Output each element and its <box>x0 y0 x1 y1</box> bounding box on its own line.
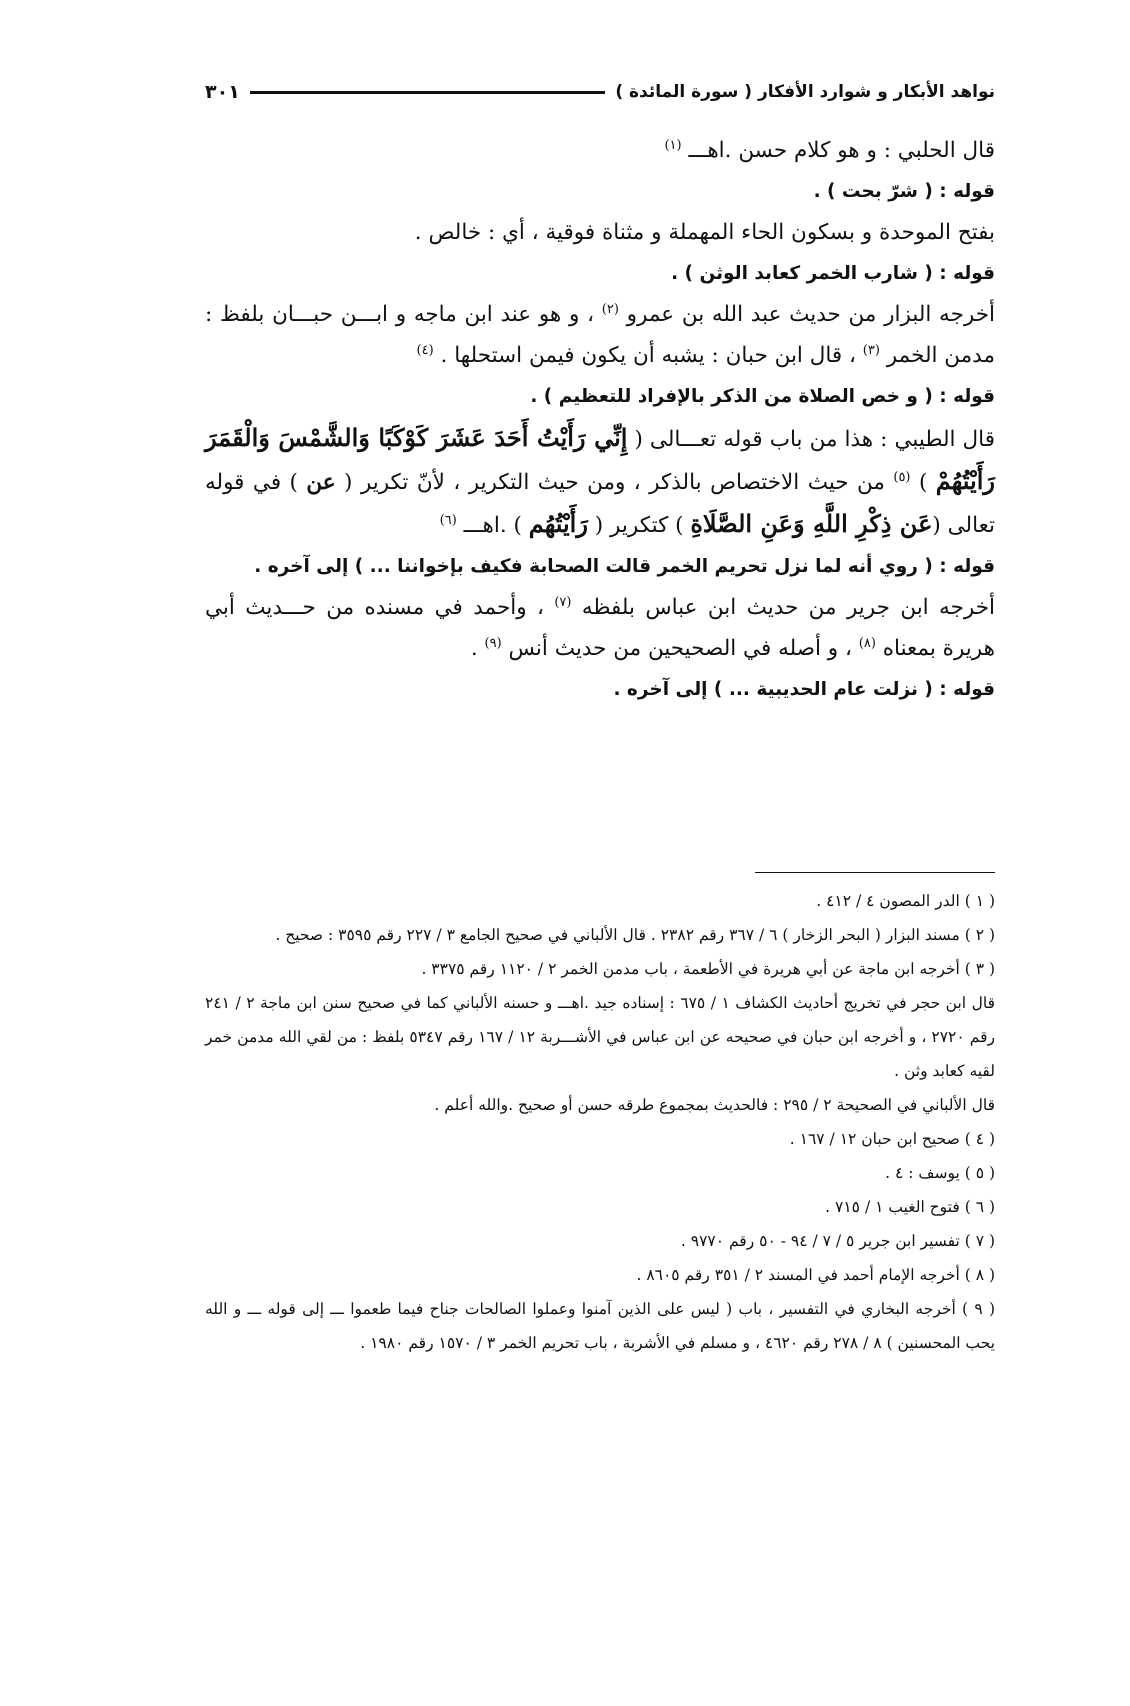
footnote-ref: (٧) <box>554 594 572 610</box>
paragraph: بفتح الموحدة و بسكون الحاء المهملة و مثناة فوقية ، أي : خالص . <box>414 220 995 245</box>
paragraph <box>205 294 995 376</box>
quran-verse: عَن ذِكْرِ اللَّهِ وَعَنِ الصَّلَاةِ <box>690 509 933 538</box>
footnotes <box>205 884 995 1360</box>
footnote: ( ٨ ) أخرجه الإمام أحمد في المسند ٢ / ٣٥١ رقم ٨٦٠٥ . <box>636 1266 995 1284</box>
section-heading: قوله : ( شارب الخمر كعابد الوثن ) . <box>671 263 995 284</box>
main-text <box>205 130 995 710</box>
footnote-ref: (٢) <box>601 301 619 317</box>
text-run: ) .اهـــ <box>456 513 529 538</box>
text-run: ) في قوله تعالى ( <box>205 470 995 538</box>
section-heading: قوله : ( روي أنه لما نزل تحريم الخمر قالت الصحابة فكيف بإخواننا ... ) إلى آخره . <box>254 556 995 577</box>
footnote: ( ٣ ) أخرجه ابن ماجة عن أبي هريرة في الأطعمة ، باب مدمن الخمر ٢ / ١١٢٠ رقم ٣٣٧٥ . <box>421 960 995 978</box>
text-run: ) <box>910 470 936 495</box>
footnote-ref: (١) <box>664 137 682 153</box>
footnote: قال ابن حجر في تخريج أحاديث الكشاف ١ / ٦٧٥ : إسناده جيد .اهـــ و حسنه الألباني كما في صحيح سنن ابن ماجة ٢ / ٢٤١ رقم ٢٧٢٠ ، و أخرجه ابن حبان في صحيحه عن ابن عباس في الأشـــربة ١٢ / ١٦٧ رقم ٥٣٤٧ بلفظ : من لقي الله مدمن خمر لقيه كعابد وثن . <box>205 994 995 1080</box>
section-heading: قوله : ( نزلت عام الحديبية ... ) إلى آخره . <box>613 679 995 700</box>
text-run: ) كتكرير ( <box>587 513 691 538</box>
footnote: ( ٧ ) تفسير ابن جرير ٥ / ٧ / ٩٤ - ٥٠ رقم ٩٧٧٠ . <box>680 1232 995 1250</box>
footnote: قال الألباني في الصحيحة ٢ / ٢٩٥ : فالحديث بمجموع طرقه حسن أو صحيح .والله أعلم . <box>434 1096 995 1114</box>
paragraph <box>205 130 995 171</box>
footnote: ( ٩ ) أخرجه البخاري في التفسير ، باب ( ليس على الذين آمنوا وعملوا الصالحات جناح فيما طعموا ـــ إلى قوله ـــ و الله يحب المحسنين ) ٨ / ٢٧٨ رقم ٤٦٢٠ ، و مسلم في الأشربة ، باب تحريم الخمر ٣ / ١٥٧٠ رقم ١٩٨٠ . <box>205 1300 995 1352</box>
text-run: ، قال ابن حبان : يشبه أن يكون فيمن استحلها . <box>433 343 863 368</box>
footnote: ( ٢ ) مسند البزار ( البحر الزخار ) ٦ / ٣٦٧ رقم ٢٣٨٢ . قال الألباني في صحيح الجامع ٣ / ٢٢٧ رقم ٣٥٩٥ : صحيح . <box>275 926 995 944</box>
paragraph <box>205 587 995 669</box>
text-run: ، و هو عند ابن ماجه و ابـــن حبـــان بلفظ : مدمن الخمر <box>205 302 995 368</box>
footnote-ref: (٩) <box>484 635 502 651</box>
text-run: أخرجه ابن جرير من حديث ابن عباس بلفظه <box>571 595 995 620</box>
text-run: ، وأحمد في مسنده من حـــديث أبي هريرة بمعناه <box>205 595 995 661</box>
bold-word: عن <box>306 470 336 495</box>
footnote-ref: (٤) <box>416 342 434 358</box>
footnote-ref: (٣) <box>862 342 880 358</box>
footnote-ref: (٨) <box>858 635 876 651</box>
section-heading: قوله : ( شرّ بحت ) . <box>813 181 995 202</box>
header-rule <box>250 91 606 94</box>
footnote: ( ٤ ) صحيح ابن حبان ١٢ / ١٦٧ . <box>789 1130 995 1148</box>
quran-verse: رَأَيْتُهُم <box>528 509 588 538</box>
paragraph <box>205 417 995 546</box>
page-number: ٣٠١ <box>205 81 240 103</box>
footnote: ( ٥ ) يوسف : ٤ . <box>885 1164 995 1182</box>
text-run: . <box>470 636 485 661</box>
text-run: ، و أصله في الصحيحين من حديث أنس <box>501 636 859 661</box>
quran-verse: إِنِّي رَأَيْتُ أَحَدَ عَشَرَ كَوْكَبًا وَالشَّمْسَ وَالْقَمَرَ رَأَيْتُهُمْ <box>205 423 995 495</box>
footnote-ref: (٥) <box>893 469 911 485</box>
text-run: قال الحلبي : و هو كلام حسن .اهـــ <box>681 138 995 163</box>
running-title: نواهد الأبكار و شوارد الأفكار ( سورة المائدة ) <box>615 82 995 102</box>
footnote-separator <box>755 872 995 873</box>
footnote: ( ٦ ) فتوح الغيب ١ / ٧١٥ . <box>825 1198 995 1216</box>
text-run: أخرجه البزار من حديث عبد الله بن عمرو <box>618 302 996 327</box>
page-header <box>205 72 995 112</box>
footnote: ( ١ ) الدر المصون ٤ / ٤١٢ . <box>816 892 995 910</box>
footnote-ref: (٦) <box>439 512 457 528</box>
text-run: قال الطيبي : هذا من باب قوله تعـــالى ( <box>627 427 995 452</box>
section-heading: قوله : ( و خص الصلاة من الذكر بالإفراد للتعظيم ) . <box>530 386 995 407</box>
text-run: من حيث الاختصاص بالذكر ، ومن حيث التكرير ، لأنّ تكرير ( <box>335 470 894 495</box>
